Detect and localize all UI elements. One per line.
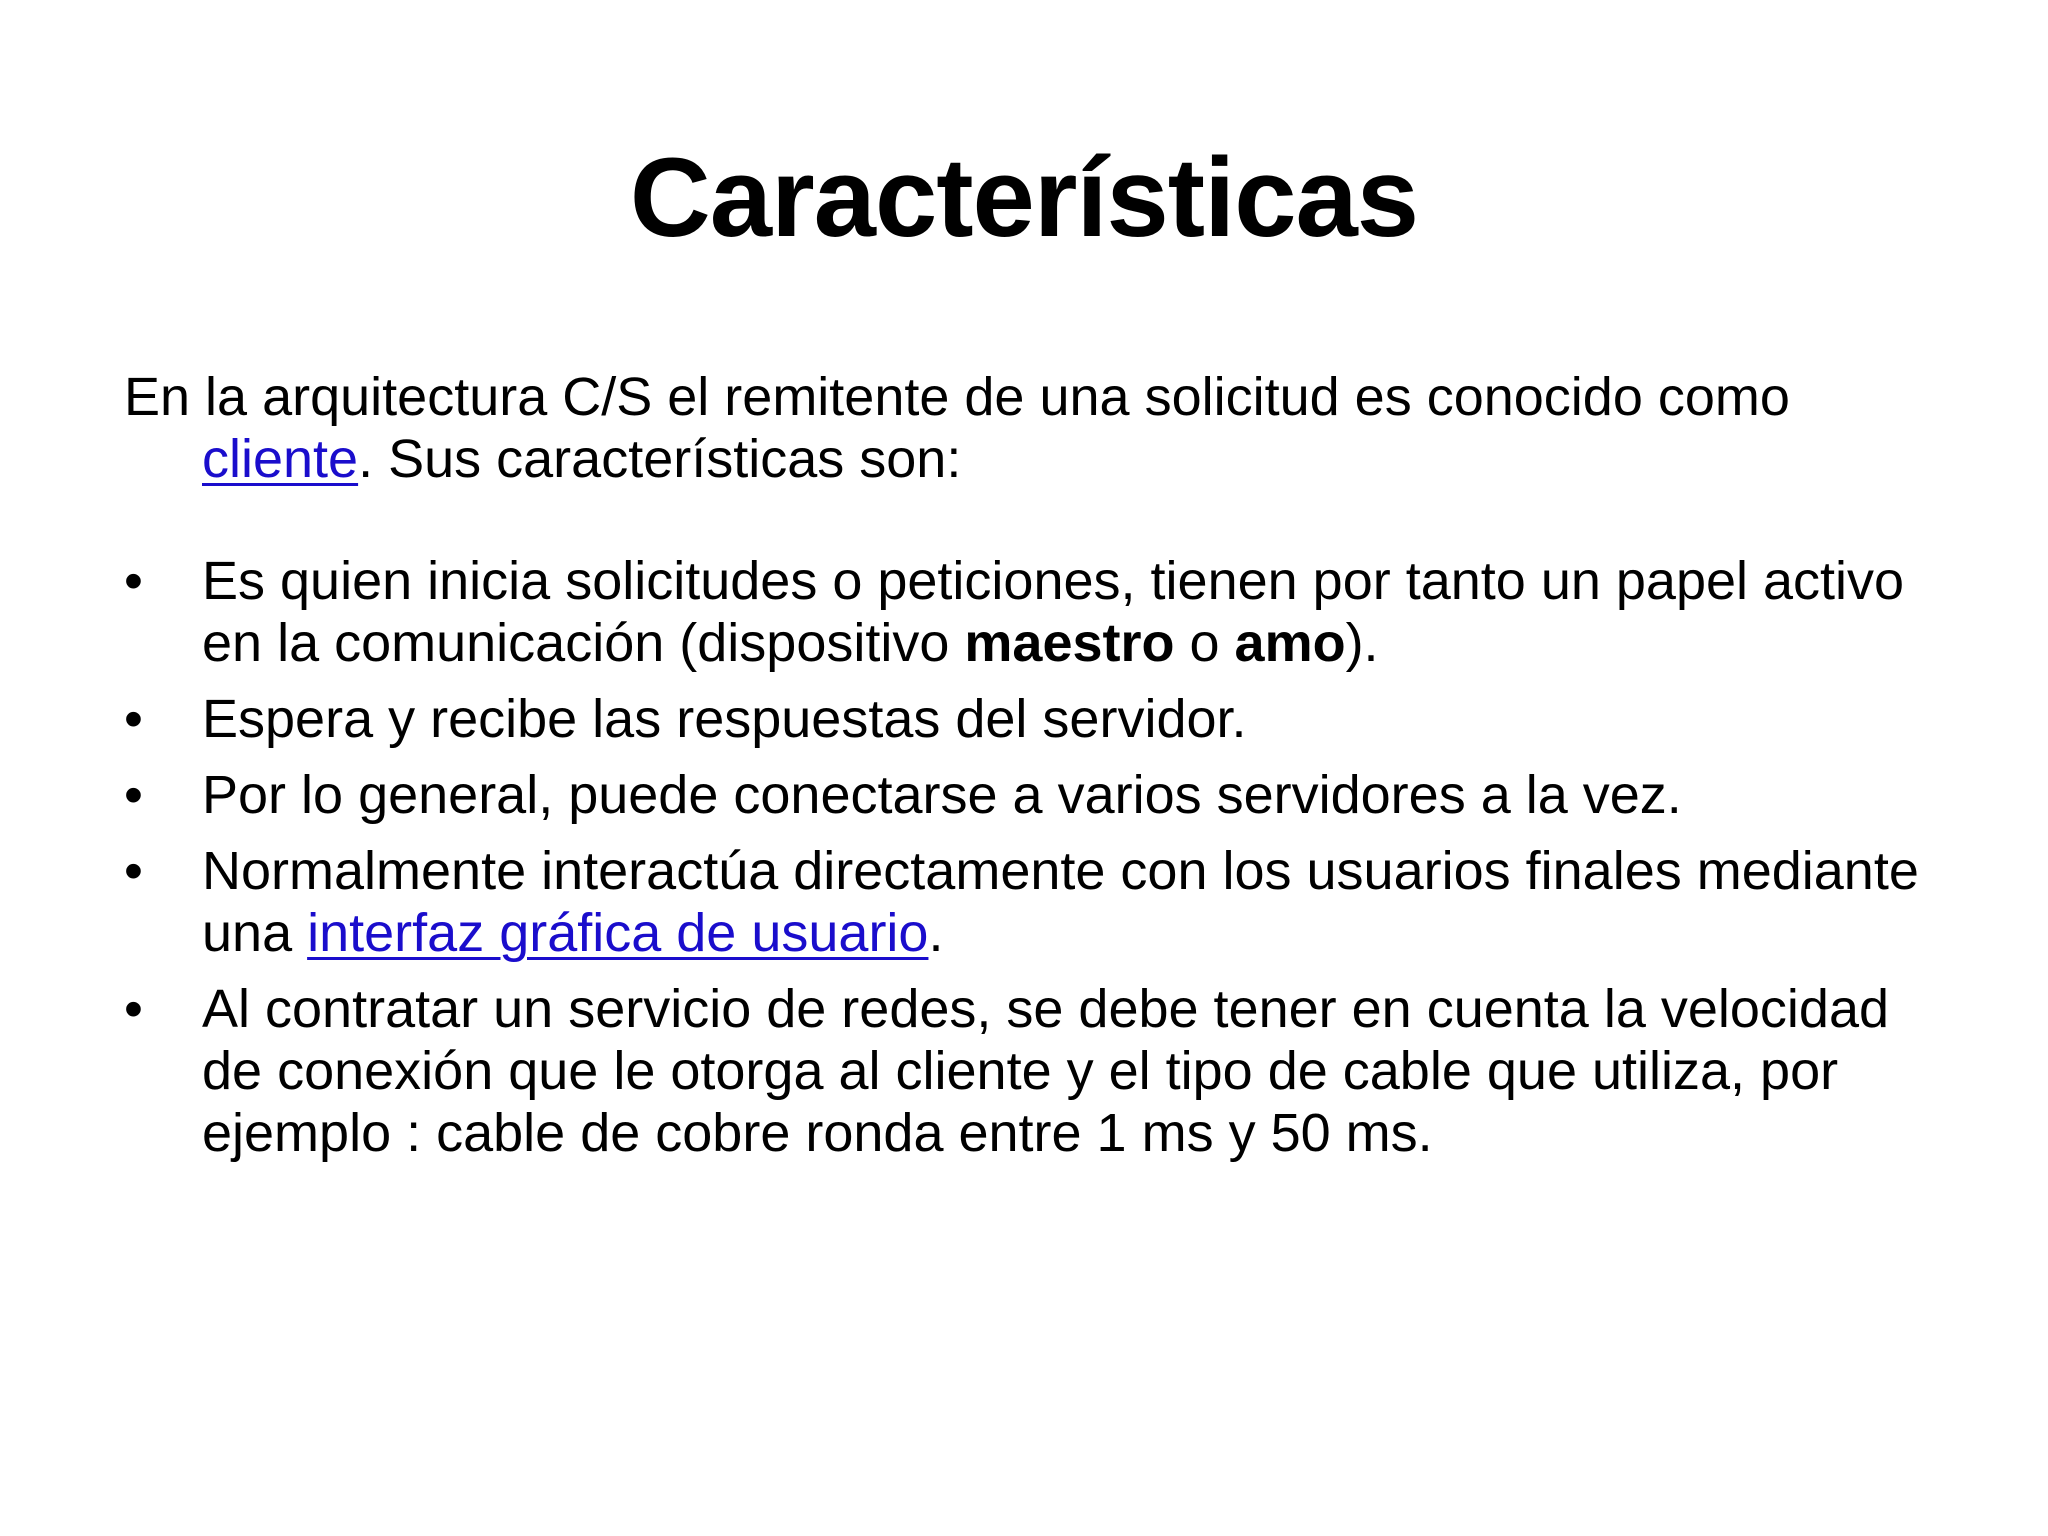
bullet-text: o: [1174, 613, 1235, 673]
bullet-text: ).: [1345, 613, 1379, 673]
bullet-text: Normalmente interactúa directamente con los usuarios finales mediante una: [202, 841, 1919, 963]
bullet-item: [124, 688, 1964, 750]
interfaz-grafica-link[interactable]: interfaz gráfica de usuario: [307, 903, 929, 963]
slide-title: Características: [629, 135, 1419, 260]
slide-body: [124, 366, 1964, 1178]
bullet-marker: •: [124, 765, 143, 825]
intro-text-before: En la arquitectura C/S el remitente de una solicitud es conocido como: [124, 367, 1790, 427]
intro-text-after: . Sus características son:: [358, 429, 962, 489]
bullet-text: Por lo general, puede conectarse a varios servidores a la vez.: [202, 765, 1682, 825]
bullet-marker: •: [124, 689, 143, 749]
bullet-text: Espera y recibe las respuestas del servidor.: [202, 689, 1247, 749]
intro-paragraph: [124, 366, 1964, 490]
bullet-text: Es quien inicia solicitudes o peticiones, tienen por tanto un papel activo en la comunicación (dispositivo: [202, 551, 1905, 673]
bullet-marker: •: [124, 841, 143, 901]
bold-term-maestro: maestro: [964, 613, 1175, 673]
bullet-text: .: [928, 903, 944, 963]
bullet-marker: •: [124, 551, 143, 611]
bullet-item: [124, 550, 1964, 674]
bullet-item: [124, 840, 1964, 964]
bold-term-amo: amo: [1234, 613, 1346, 673]
bullet-marker: •: [124, 979, 143, 1039]
cliente-link[interactable]: cliente: [202, 429, 359, 489]
bullet-item: [124, 764, 1964, 826]
bullet-list: [124, 550, 1964, 1164]
bullet-item: [124, 978, 1964, 1164]
bullet-text: Al contratar un servicio de redes, se debe tener en cuenta la velocidad de conexión que le otorga al cliente y el tipo de cable que utiliza, por ejemplo : cable de cobre ronda entre 1 ms y 50 ms.: [202, 979, 1890, 1163]
